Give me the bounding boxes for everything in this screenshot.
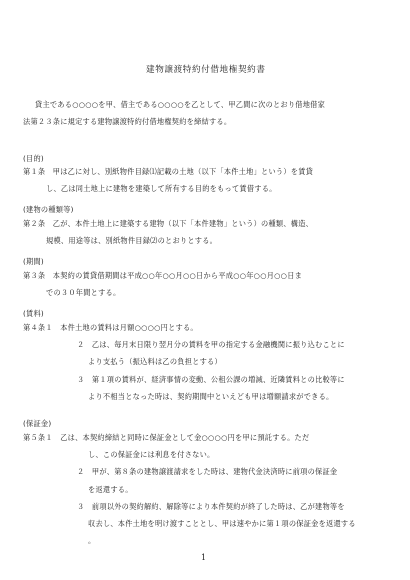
article-line: し、この保証金には利息を付さない。 — [88, 450, 215, 459]
article-line: ３ 前項以外の契約解約、解除等により本件契約が終了した時は、乙が建物等を — [77, 502, 345, 511]
article-line: し、乙は同土地上に建物を建築して所有する目的をもって賃借する。 — [46, 184, 277, 193]
article-line: ３ 第１項の賃料が、経済事情の変動、公租公課の増減、近隣賃料との比較等に — [77, 375, 345, 384]
article-line: 第２条 乙が、本件土地上に建築する建物（以下「本件建物」という）の種類、構造、 — [23, 219, 314, 228]
preamble-line: 貸主である○○○○を甲、借主である○○○○を乙として、甲乙間に次のとおり借地借家 — [35, 100, 326, 109]
article-line: 第５条１ 乙は、本契約締結と同時に保証金として金○○○○円を甲に預託する。ただ — [23, 433, 310, 442]
article-line: 規模、用途等は、別紙物件目録⑵のとおりとする。 — [46, 236, 218, 245]
article-line: 第４条１ 本件土地の賃料は月額○○○○円とする。 — [23, 323, 198, 332]
article-line: 第３条 本契約の賃貸借期間は平成○○年○○月○○日から平成○○年○○月○○日ま — [23, 271, 303, 280]
preamble-line: 法第２３条に規定する建物譲渡特約付借地権契約を締結する。 — [23, 117, 232, 126]
section-heading: (賃料) — [23, 309, 44, 318]
section-heading: (建物の種類等) — [23, 205, 74, 214]
section-heading: (保証金) — [23, 419, 52, 428]
section-heading: (期間) — [23, 257, 44, 266]
article-line: での３０年間とする。 — [46, 288, 121, 297]
page-number: 1 — [201, 553, 207, 562]
article-line: 。 — [88, 536, 96, 545]
document-title: 建物譲渡特約付借地権契約書 — [146, 65, 266, 75]
article-line: ２ 甲が、第８条の建物譲渡請求をした時は、建物代金決済時に前項の保証金 — [77, 467, 338, 476]
article-line: を返還する。 — [88, 485, 133, 494]
article-line: ２ 乙は、毎月末日限り翌月分の賃料を甲の指定する金融機関に振り込むことに — [77, 340, 345, 349]
article-line: より支払う（振込料は乙の負担とする） — [88, 357, 222, 366]
article-line: 収去し、本件土地を明け渡すこととし、甲は速やかに第１項の保証金を返還する — [88, 519, 356, 528]
article-line: より不相当となった時は、契約期間中といえども甲は増額請求ができる。 — [88, 392, 334, 401]
article-line: 第１条 甲は乙に対し、別紙物件目録⑴記載の土地（以下「本件土地」という）を賃貸 — [23, 167, 314, 176]
section-heading: (目的) — [23, 154, 44, 163]
